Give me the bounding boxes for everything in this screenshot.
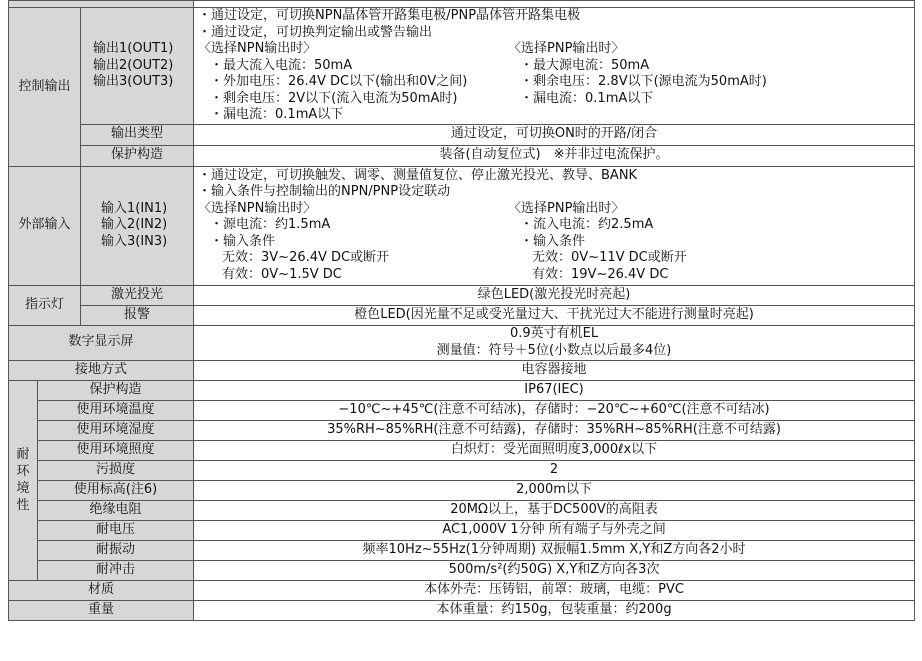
grounding-row bbox=[9, 360, 915, 380]
control-output-sub-label: 输出1(OUT1) 输出2(OUT2) 输出3(OUT3) bbox=[81, 8, 194, 125]
env-row bbox=[9, 540, 915, 560]
control-output-npn: 〈选择NPN输出时〉 ・最大流入电流：50mA ・外加电压：26.4V DC以下(输出和0V之间) ・剩余电压：2V以下(流入电流为50mA时) ・漏电流：0.1mA以下 bbox=[198, 41, 468, 122]
env-label: 耐冲击 bbox=[38, 560, 194, 580]
protection-row bbox=[9, 145, 915, 166]
protection-label: 保护构造 bbox=[81, 145, 194, 166]
env-label: 使用环境温度 bbox=[38, 400, 194, 420]
grounding-value: 电容器接地 bbox=[194, 360, 915, 380]
env-label: 耐电压 bbox=[38, 520, 194, 540]
indicator-laser-row bbox=[9, 285, 915, 305]
env-row bbox=[9, 440, 915, 460]
alarm-label: 报警 bbox=[81, 305, 194, 325]
display-row bbox=[9, 325, 915, 360]
env-value: 35%RH~85%RH(注意不可结露)，存储时：35%RH~85%RH(注意不可结露) bbox=[194, 420, 915, 440]
env-row bbox=[9, 460, 915, 480]
laser-label: 激光投光 bbox=[81, 285, 194, 305]
control-output-pnp: 〈选择PNP输出时〉 ・最大源电流：50mA ・剩余电压：2.8V以下(源电流为50mA时) ・漏电流：0.1mA以下 bbox=[508, 41, 767, 106]
output-type-value: 通过设定，可切换ON时的开路/闭合 bbox=[194, 124, 915, 145]
indicator-label: 指示灯 bbox=[9, 285, 81, 325]
environment-label: 耐 环 境 性 bbox=[9, 380, 38, 580]
env-label: 绝缘电阻 bbox=[38, 500, 194, 520]
material-label: 材质 bbox=[9, 580, 194, 600]
laser-value: 绿色LED(激光投光时亮起) bbox=[194, 285, 915, 305]
env-label: 耐振动 bbox=[38, 540, 194, 560]
env-label: 使用环境照度 bbox=[38, 440, 194, 460]
env-label: 使用标高(注6) bbox=[38, 480, 194, 500]
control-output-label: 控制输出 bbox=[9, 8, 81, 167]
weight-value: 本体重量：约150g，包装重量：约200g bbox=[194, 600, 915, 620]
env-value: 频率10Hz~55Hz(1分钟周期) 双振幅1.5mm X,Y和Z方向各2小时 bbox=[194, 540, 915, 560]
control-output-row bbox=[9, 8, 915, 125]
env-value: 20MΩ以上，基于DC500V的高阻表 bbox=[194, 500, 915, 520]
display-value: 0.9英寸有机EL 测量值：符号＋5位(小数点以后最多4位) bbox=[194, 325, 915, 360]
material-value: 本体外壳：压铸铝，前罩：玻璃，电缆：PVC bbox=[194, 580, 915, 600]
env-value: IP67(IEC) bbox=[194, 380, 915, 400]
protection-value: 装备(自动复位式) ※并非过电流保护。 bbox=[194, 145, 915, 166]
env-row bbox=[9, 480, 915, 500]
env-row bbox=[9, 500, 915, 520]
external-input-npn: 〈选择NPN输出时〉 ・源电流：约1.5mA ・输入条件 无效：3V~26.4V DC或断开 有效：0V~1.5V DC bbox=[198, 200, 390, 282]
external-input-detail: ・通过设定，可切换触发、调零、测量值复位、停止激光投光、教导、BANK ・输入条件与控制输出的NPN/PNP设定联动 〈选择NPN输出时〉 ・源电流：约1.5mA ・输入条件 无效：3V~26.4V DC或断开 有效：0V~1.5V DC 〈选择PNP输出时〉 ・流入电流：约2.5mA ・输入条件 无效：0V~11V DC或断开 有效：19V~26.4V DC bbox=[194, 166, 915, 285]
env-value: 白炽灯：受光面照明度3,000ℓx以下 bbox=[194, 440, 915, 460]
weight-row bbox=[9, 600, 915, 620]
external-input-row bbox=[9, 166, 915, 285]
env-row bbox=[9, 420, 915, 440]
control-output-detail: ・通过设定，可切换NPN晶体管开路集电极/PNP晶体管开路集电极 ・通过设定，可切换判定输出或警告输出 〈选择NPN输出时〉 ・最大流入电流：50mA ・外加电压：26.4V DC以下(输出和0V之间) ・剩余电压：2V以下(流入电流为50mA时) ・漏电流：0.1mA以下 〈选择PNP输出时〉 ・最大源电流：50mA ・剩余电压：2.8V以下(源电流为50mA时) ・漏电流：0.1mA以下 bbox=[194, 8, 915, 125]
env-row bbox=[9, 520, 915, 540]
clipped-top-row bbox=[9, 1, 915, 8]
env-value: 2,000m以下 bbox=[194, 480, 915, 500]
spec-table bbox=[8, 0, 915, 621]
env-label: 使用环境湿度 bbox=[38, 420, 194, 440]
output-type-row bbox=[9, 124, 915, 145]
external-input-label: 外部输入 bbox=[9, 166, 81, 285]
output-type-label: 输出类型 bbox=[81, 124, 194, 145]
grounding-label: 接地方式 bbox=[9, 360, 194, 380]
env-label: 污损度 bbox=[38, 460, 194, 480]
indicator-alarm-row bbox=[9, 305, 915, 325]
weight-label: 重量 bbox=[9, 600, 194, 620]
material-row bbox=[9, 580, 915, 600]
env-row bbox=[9, 560, 915, 580]
env-value: 2 bbox=[194, 460, 915, 480]
alarm-value: 橙色LED(因光量不足或受光量过大、干扰光过大不能进行测量时亮起) bbox=[194, 305, 915, 325]
external-input-sub-label: 输入1(IN1) 输入2(IN2) 输入3(IN3) bbox=[81, 166, 194, 285]
env-row bbox=[9, 400, 915, 420]
env-label: 保护构造 bbox=[38, 380, 194, 400]
external-input-pnp: 〈选择PNP输出时〉 ・流入电流：约2.5mA ・输入条件 无效：0V~11V DC或断开 有效：19V~26.4V DC bbox=[508, 200, 687, 282]
env-row bbox=[9, 380, 915, 400]
env-value: AC1,000V 1分钟 所有端子与外壳之间 bbox=[194, 520, 915, 540]
display-label: 数字显示屏 bbox=[9, 325, 194, 360]
env-value: 500m/s²(约50G) X,Y和Z方向各3次 bbox=[194, 560, 915, 580]
env-value: −10℃~+45℃(注意不可结冰)，存储时：−20℃~+60℃(注意不可结冰) bbox=[194, 400, 915, 420]
